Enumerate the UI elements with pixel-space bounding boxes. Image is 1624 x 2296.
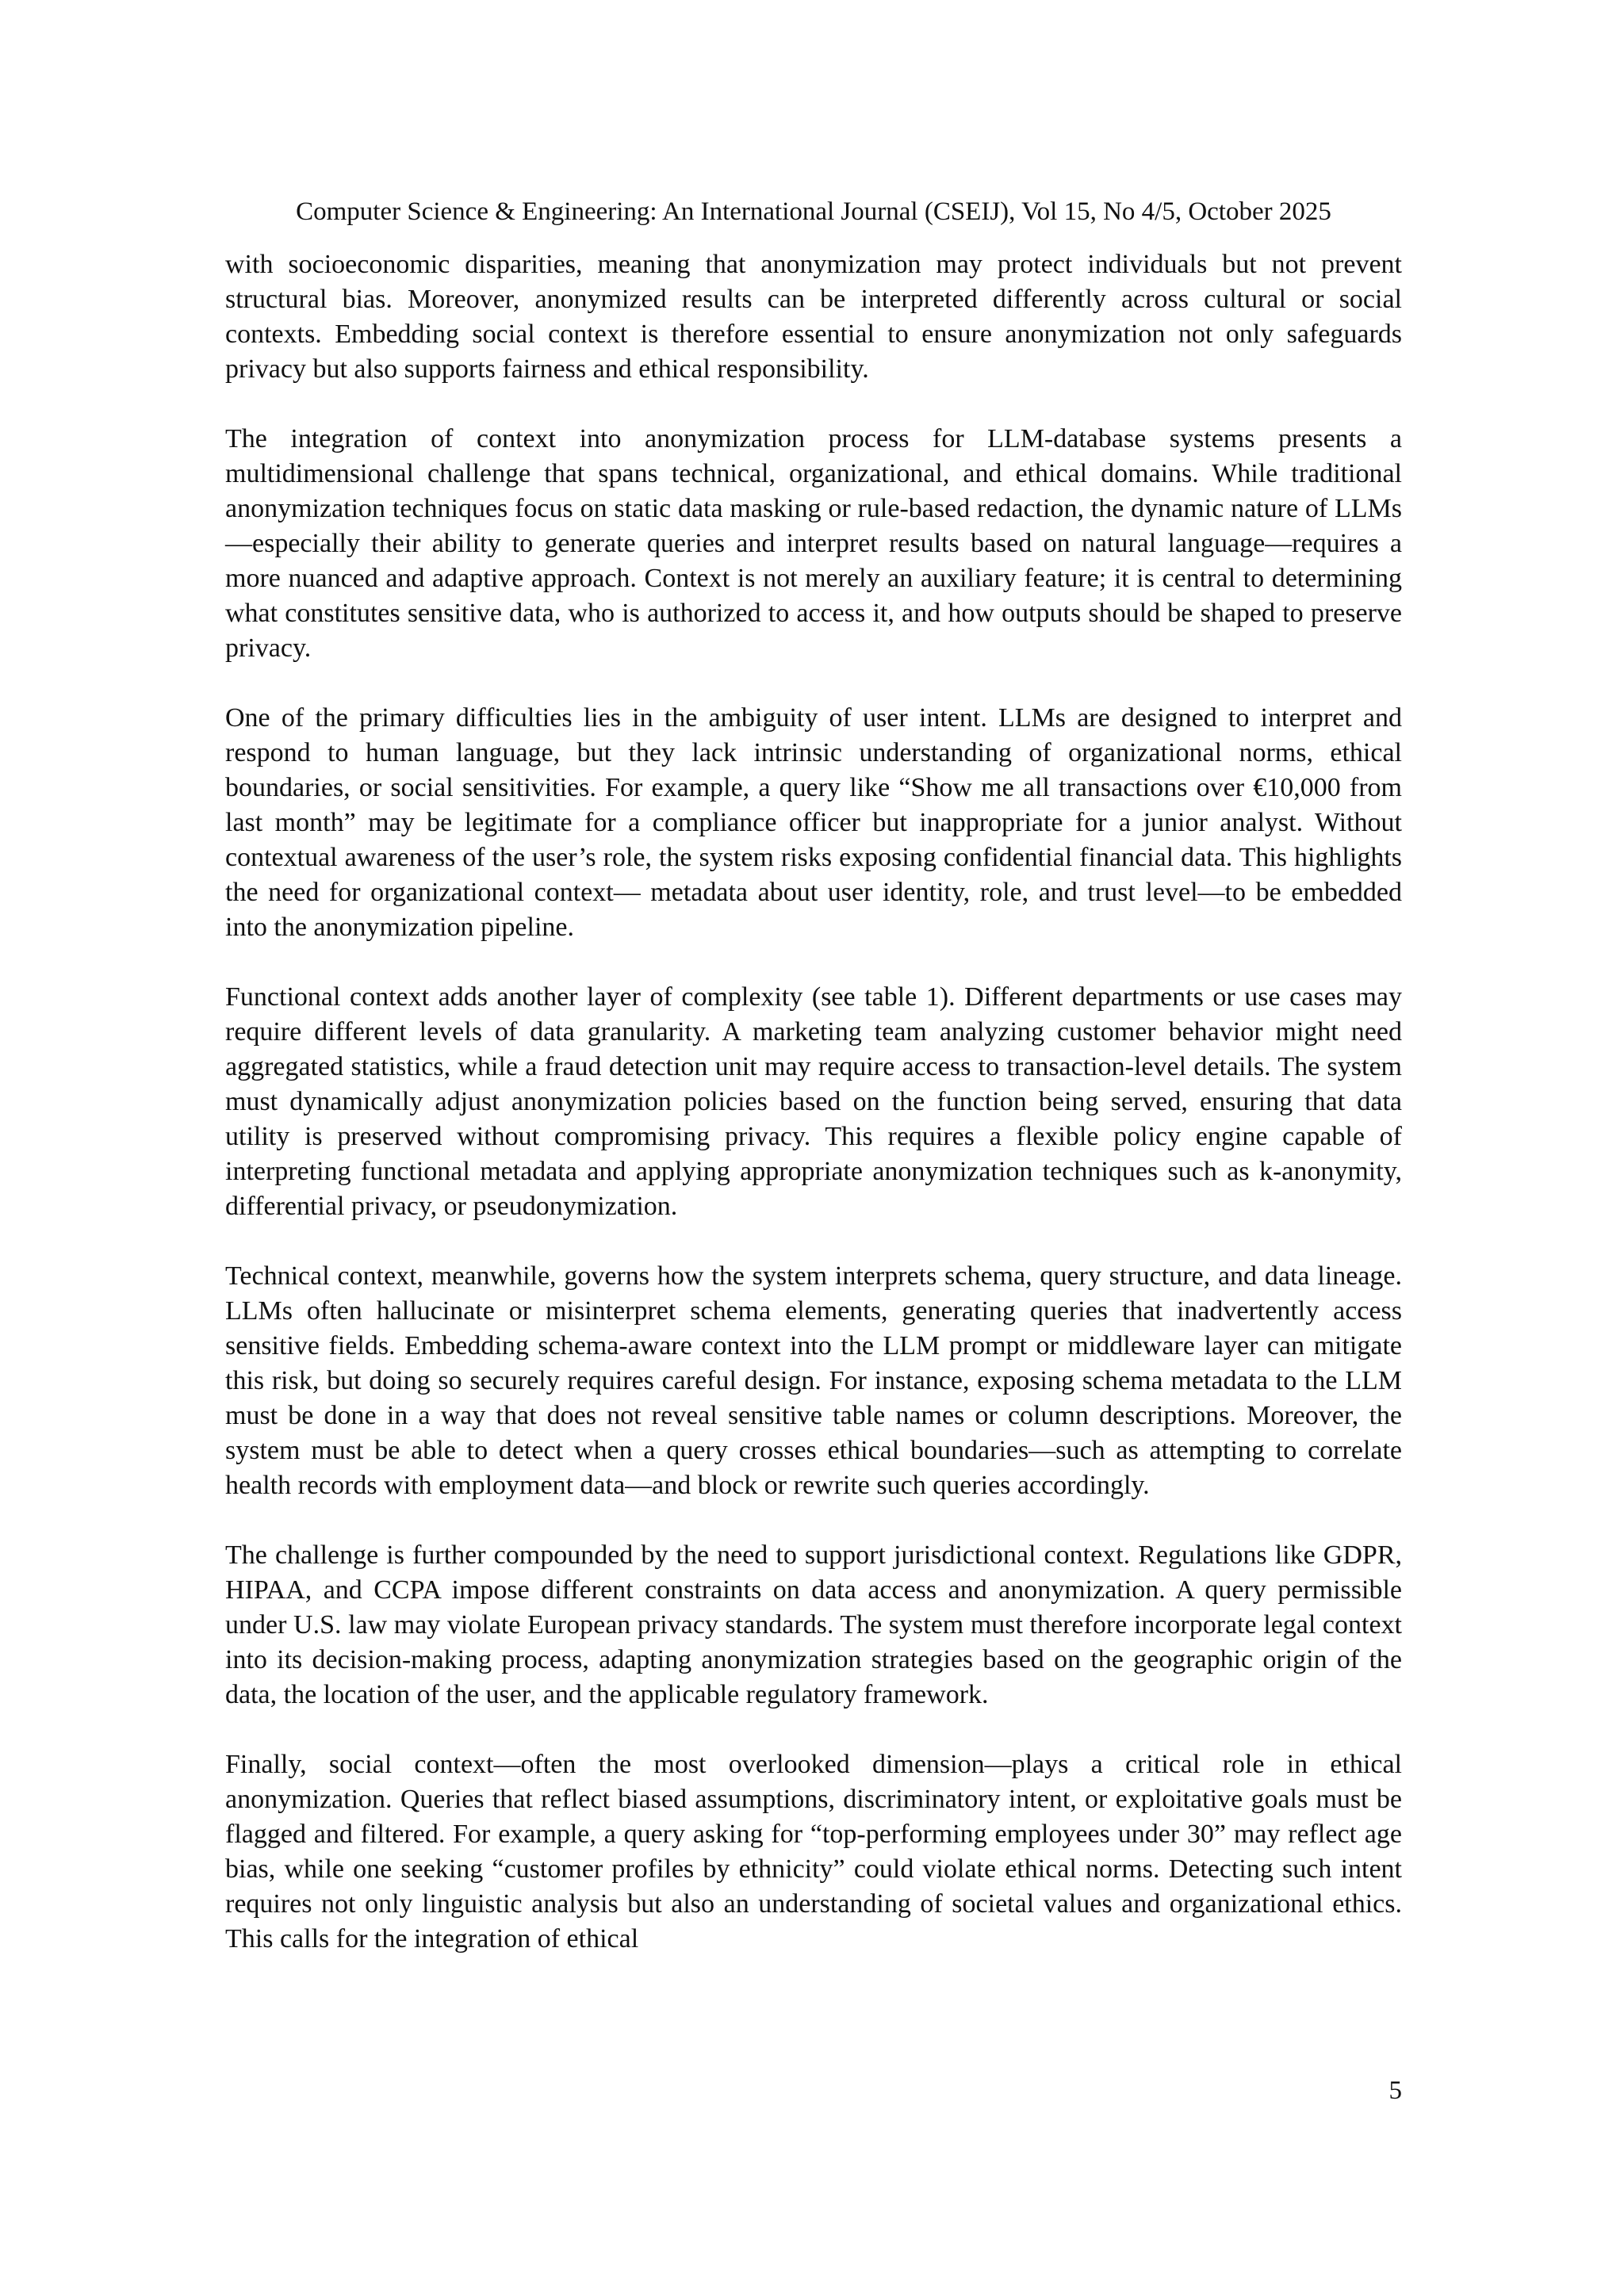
paragraph-jurisdictional-context: The challenge is further compounded by the need to support jurisdictional context. Regulations like GDPR, HIPAA, and CCPA impose different constraints on data access and anonymization. A query permissible under U.S. law may violate European privacy standards. The system must therefore incorporate legal context into its decision-making process, adapting anonymization strategies based on the geographic origin of the data, the location of the user, and the applicable regulatory framework. — [225, 1540, 1402, 1709]
page-number: 5 — [1388, 2076, 1402, 2105]
running-header: Computer Science & Engineering: An International Journal (CSEIJ), Vol 15, No 4/5, October 2025 — [296, 197, 1331, 226]
body-text — [225, 247, 1402, 1957]
paragraph-user-intent: One of the primary difficulties lies in the ambiguity of user intent. LLMs are designed to interpret and respond to human language, but they lack intrinsic understanding of organizational norms, ethical boundaries, or social sensitivities. For example, a query like “Show me all transactions over €10,000 from last month” may be legitimate for a compliance officer but inappropriate for a junior analyst. Without contextual awareness of the user’s role, the system risks exposing confidential financial data. This highlights the need for organizational context— metadata about user identity, role, and trust level—to be embedded into the anonymization pipeline. — [225, 703, 1402, 942]
paragraph-technical-context: Technical context, meanwhile, governs how the system interprets schema, query structure, and data lineage. LLMs often hallucinate or misinterpret schema elements, generating queries that inadvertently access sensitive fields. Embedding schema-aware context into the LLM prompt or middleware layer can mitigate this risk, but doing so securely requires careful design. For instance, exposing schema metadata to the LLM must be done in a way that does not reveal sensitive table names or column descriptions. Moreover, the system must be able to detect when a query crosses ethical boundaries—such as attempting to correlate health records with employment data—and block or rewrite such queries accordingly. — [225, 1261, 1402, 1500]
paragraph-functional-context: Functional context adds another layer of complexity (see table 1). Different departments or use cases may require different levels of data granularity. A marketing team analyzing customer behavior might need aggregated statistics, while a fraud detection unit may require access to transaction-level details. The system must dynamically adjust anonymization policies based on the function being served, ensuring that data utility is preserved without compromising privacy. This requires a flexible policy engine capable of interpreting functional metadata and applying appropriate anonymization techniques such as k-anonymity, differential privacy, or pseudonymization. — [225, 982, 1402, 1221]
paragraph-social-context-continued: with socioeconomic disparities, meaning that anonymization may protect individuals but not prevent structural bias. Moreover, anonymized results can be interpreted differently across cultural or social contexts. Embedding social context is therefore essential to ensure anonymization not only safeguards privacy but also supports fairness and ethical responsibility. — [225, 250, 1402, 384]
paragraph-social-context-final: Finally, social context—often the most overlooked dimension—plays a critical role in ethical anonymization. Queries that reflect biased assumptions, discriminatory intent, or exploitative goals must be flagged and filtered. For example, a query asking for “top-performing employees under 30” may reflect age bias, while one seeking “customer profiles by ethnicity” could violate ethical norms. Detecting such intent requires not only linguistic analysis but also an understanding of societal values and organizational ethics. This calls for the integration of ethical — [225, 1750, 1402, 1954]
paragraph-context-integration: The integration of context into anonymization process for LLM-database systems presents a multidimensional challenge that spans technical, organizational, and ethical domains. While traditional anonymization techniques focus on static data masking or rule-based redaction, the dynamic nature of LLMs—especially their ability to generate queries and interpret results based on natural language—requires a more nuanced and adaptive approach. Context is not merely an auxiliary feature; it is central to determining what constitutes sensitive data, who is authorized to access it, and how outputs should be shaped to preserve privacy. — [225, 424, 1402, 663]
